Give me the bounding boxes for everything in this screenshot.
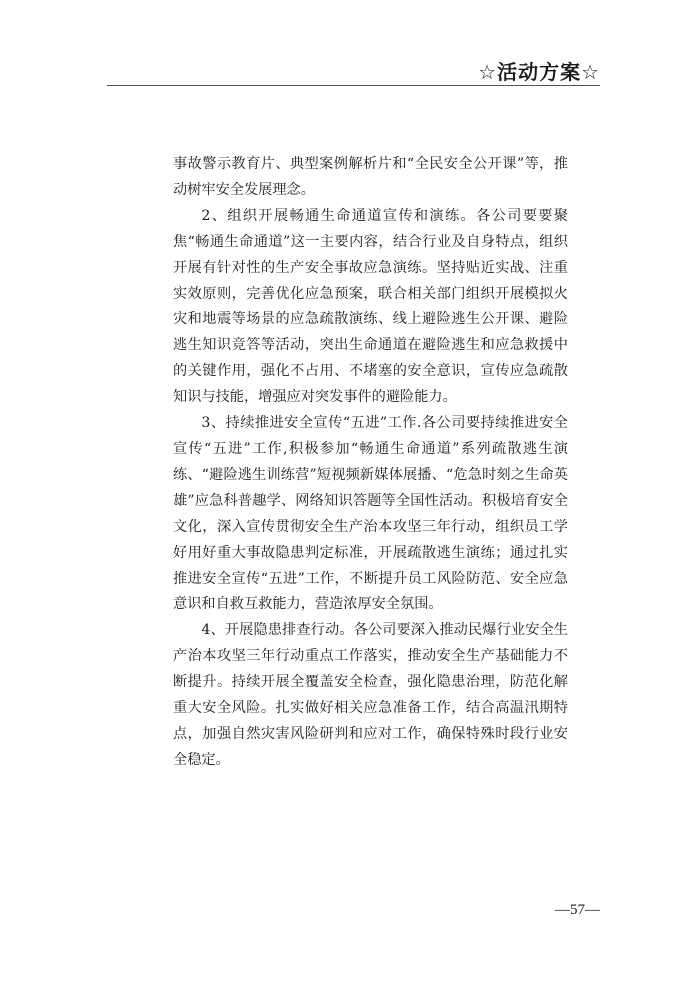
document-body [173, 152, 568, 774]
header-divider [107, 85, 600, 86]
header-title: ☆活动方案☆ [478, 60, 600, 84]
paragraph-continuation: 事故警示教育片、典型案例解析片和“全民安全公开课”等，推动树牢安全发展理念。 [173, 156, 568, 198]
paragraph-item-2: 2、组织开展畅通生命通道宣传和演练。各公司要要聚焦“畅通生命通道”这一主要内容，结合行业及自身特点，组织开展有针对性的生产安全事故应急演练。坚持贴近实战、注重实效原则，完善优化应急预案，联合相关部门组织开展模拟火灾和地震等场景的应急疏散演练、线上避险逃生公开课、避险逃生知识竞答等活动，突出生命通道在避险逃生和应急救援中的关键作用，强化不占用、不堵塞的安全意识，宣传应急疏散知识与技能，增强应对突发事件的避险能力。 [173, 207, 568, 406]
page-number: —57— [555, 902, 600, 918]
paragraph-item-3: 3、持续推进安全宣传“五进”工作.各公司要持续推进安全宣传“五进”工作,积极参加“畅通生命通道”系列疏散逃生演练、“避险逃生训练营”短视频新媒体展播、“危急时刻之生命英雄”应急科普趣学、网络知识答题等全国性活动。积极培育安全文化，深入宣传贯彻安全生产治本攻坚三年行动，组织员工学好用好重大事故隐患判定标准，开展疏散逃生演练；通过扎实推进安全宣传“五进”工作，不断提升员工风险防范、安全应急意识和自救互救能力，营造浓厚安全氛围。 [173, 415, 568, 613]
page-header [107, 52, 600, 86]
paragraph-item-4: 4、开展隐患排查行动。各公司要深入推动民爆行业安全生产治本攻坚三年行动重点工作落实，推动安全生产基础能力不断提升。持续开展全覆盖安全检查，强化隐患治理，防范化解重大安全风险。扎实做好相关应急准备工作，结合高温汛期特点，加强自然灾害风险研判和应对工作，确保特殊时段行业安全稳定。 [173, 622, 568, 768]
